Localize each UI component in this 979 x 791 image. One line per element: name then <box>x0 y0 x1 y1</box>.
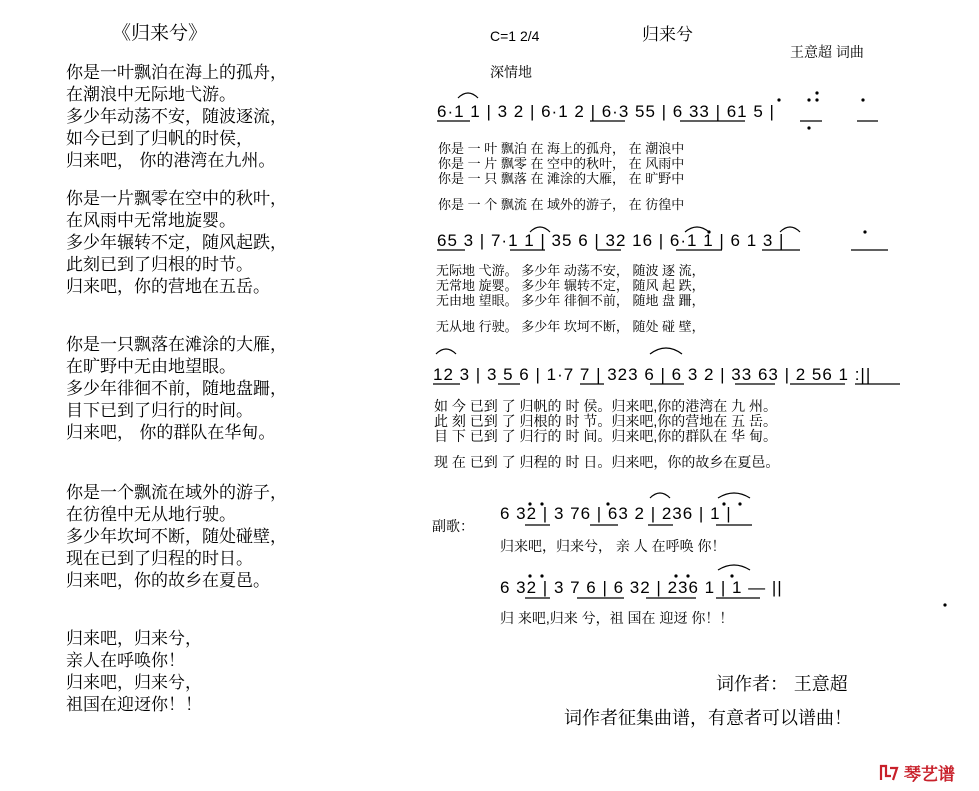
credit-lyricist: 词作者： 王意超 <box>716 674 848 695</box>
credit-note: 词作者征集曲谱，有意者可以谱曲！ <box>564 708 852 729</box>
score-title: 归来兮 <box>642 25 693 45</box>
chorus-line-2-lyrics: 归 来吧,归来 兮，祖 国在 迎迓 你！！ <box>500 610 734 626</box>
score-system-1-lyric-1: 你是 一 叶 飘泊 在 海上的孤舟， 在 潮浪中 <box>438 141 685 156</box>
slur-mark <box>650 493 670 498</box>
chorus-line-2-notes: 6 32 | 3 7 6 | 6 32 | 236 1 | 1 — || <box>500 578 783 597</box>
score-system-2-lyric-2: 无常地 旋婴。 多少年 辗转不定， 随风 起 跌， <box>436 278 705 293</box>
lyric-line: 在旷野中无由地望眼。 <box>66 357 236 377</box>
score-system-1-notes: 6·1 1 | 3 2 | 6·1 2 | 6·3 55 | 6 33 | 61 5 | <box>437 102 775 121</box>
score-system-3-lyric-2: 此 刻 已到 了 归根的 时 节。归来吧,你的营地在 五 岳。 <box>434 413 778 429</box>
score-system-1-lyric-3: 你是 一 只 飘落 在 滩涂的大雁， 在 旷野中 <box>438 171 685 186</box>
chorus-line-1-notes: 6 32 | 3 76 | 63 2 | 236 | 1 | <box>500 504 732 523</box>
score-system-2-lyric-3: 无由地 望眼。 多少年 徘徊不前， 随地 盘 跚， <box>436 293 705 308</box>
score-key-signature: C=1 2/4 <box>490 28 540 44</box>
lyric-line: 归来吧，归来兮， <box>66 629 202 649</box>
lyric-line: 如今已到了归帆的时侯， <box>66 129 253 149</box>
slur-mark <box>718 493 750 498</box>
score-author: 王意超 词曲 <box>790 44 864 60</box>
lyric-line: 祖国在迎迓你！！ <box>66 695 202 715</box>
score-system-3-notes: 12 3 | 3 5 6 | 1·7 7 | 323 6 | 6 3 2 | 33 63 | 2 56 1 :|| <box>433 365 872 384</box>
lyric-line: 归来吧， 你的群队在华甸。 <box>66 423 276 443</box>
chorus-label: 副歌： <box>432 518 474 534</box>
chorus-line-1-lyrics: 归来吧，归来兮， 亲 人 在呼唤 你！ <box>500 538 726 554</box>
slur-mark <box>650 348 682 354</box>
lyric-line: 多少年徘徊不前，随地盘跚， <box>66 379 287 399</box>
slur-mark <box>458 93 478 98</box>
slur-mark <box>436 349 456 354</box>
score-system-2-lyric-1: 无际地 弋游。 多少年 动荡不安， 随波 逐 流， <box>436 263 705 278</box>
lyric-line: 你是一叶飘泊在海上的孤舟， <box>66 63 287 83</box>
qin-logo-icon <box>878 762 900 784</box>
lyric-line: 在潮浪中无际地弋游。 <box>66 85 236 105</box>
lyric-line: 多少年辗转不定，随风起跌， <box>66 233 287 253</box>
lyric-line: 归来吧，你的营地在五岳。 <box>66 277 270 297</box>
watermark <box>878 760 955 785</box>
lyric-line: 归来吧， 你的港湾在九州。 <box>66 151 276 171</box>
score-tempo: 深情地 <box>490 64 532 80</box>
score-system-3-lyric-1: 如 今 已到 了 归帆的 时 侯。归来吧,你的港湾在 九 州。 <box>434 398 778 414</box>
score-system-1-lyric-2: 你是 一 片 飘零 在 空中的秋叶， 在 风雨中 <box>438 156 685 171</box>
score-system-3-lyric-4: 现 在 已到 了 归程的 时 日。归来吧，你的故乡在夏邑。 <box>434 454 780 470</box>
score-system-1-lyric-4: 你是 一 个 飘流 在 域外的游子， 在 彷徨中 <box>438 197 685 212</box>
slur-mark <box>718 565 750 570</box>
lyric-line: 在风雨中无常地旋婴。 <box>66 211 236 231</box>
lyric-line: 在彷徨中无从地行驶。 <box>66 505 236 525</box>
score-system-2-notes: 65 3 | 7·1 1 | 35 6 | 32 16 | 6·1 1 | 6 1 3 | <box>437 231 785 250</box>
lyric-line: 你是一片飘零在空中的秋叶， <box>66 189 287 209</box>
lyric-line: 归来吧，你的故乡在夏邑。 <box>66 571 270 591</box>
lyric-line: 归来吧，归来兮， <box>66 673 202 693</box>
lyrics-title: 《归来兮》 <box>112 22 208 44</box>
lyric-line: 你是一个飘流在域外的游子， <box>66 483 287 503</box>
lyric-line: 多少年动荡不安，随波逐流， <box>66 107 287 127</box>
lyric-line: 你是一只飘落在滩涂的大雁， <box>66 335 287 355</box>
lyric-line: 亲人在呼唤你！ <box>66 651 185 671</box>
score-system-3-lyric-3: 目 下 已到 了 归行的 时 间。归来吧,你的群队在 华 甸。 <box>434 428 778 444</box>
lyric-line: 多少年坎坷不断，随处碰壁， <box>66 527 287 547</box>
lyric-line: 现在已到了归程的时日。 <box>66 549 253 569</box>
lyric-line: 此刻已到了归根的时节。 <box>66 255 253 275</box>
score-system-2-lyric-4: 无从地 行驶。 多少年 坎坷不断， 随处 碰 壁， <box>436 319 705 334</box>
watermark-text: 琴艺谱 <box>904 765 955 784</box>
lyric-line: 目下已到了归行的时间。 <box>66 401 253 421</box>
